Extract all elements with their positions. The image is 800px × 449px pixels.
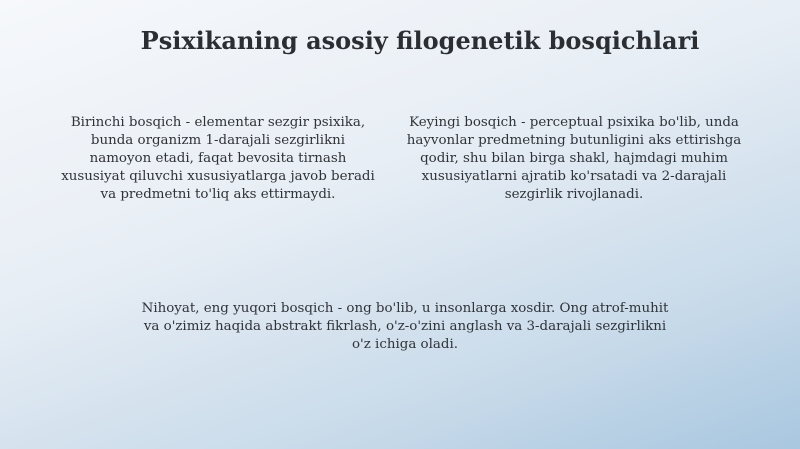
paragraph-consciousness-stage: Nihoyat, eng yuqori bosqich - ong bo'lib, u insonlarga xosdir. Ong atrof-muhit va o'zimiz haqida abstrakt fikrlash, o'z-o'zini anglash va 3-darajali sezgirlikni o'z ichiga oladi.: [141, 301, 669, 352]
slide-title: Psixikaning asosiy filogenetik bosqichlari: [140, 26, 700, 55]
paragraph-perceptual-stage: Keyingi bosqich - perceptual psixika bo'lib, unda hayvonlar predmetning butunligini aks ettirishga qodir, shu bilan birga shakl, hajmdagi muhim xususiyatlarni ajratib ko'rsatadi va 2-darajali sezgirlik rivojlanadi.: [406, 115, 742, 202]
paragraph-first-stage: Birinchi bosqich - elementar sezgir psixika, bunda organizm 1-darajali sezgirlikni namoyon etadi, faqat bevosita tirnash xususiyat qiluvchi xususiyatlarga javob beradi va predmetni to'liq aks ettirmaydi.: [61, 115, 375, 202]
